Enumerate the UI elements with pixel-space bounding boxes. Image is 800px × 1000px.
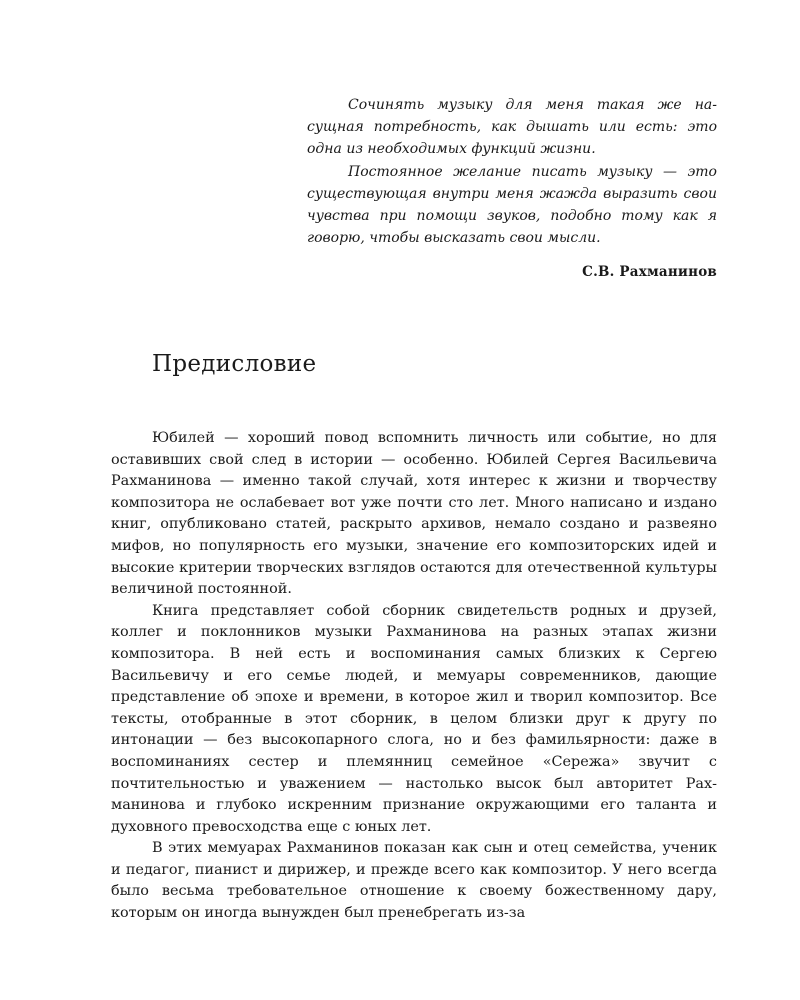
body-paragraph: Юбилей — хороший повод вспомнить личность или событие, но для оставивших свой след в истории — особенно. Юбилей Сергея Васильевича Рахманинова — именно такой случай, хотя интерес к жизни и творчеству композитора не ослабевает вот уже почти сто лет. Много написано и издано книг, опубликовано статей, раскрыто архивов, немало создано и развеяно мифов, но популярность его музыки, значение его композиторских идей и высокие критерии творческих взглядов остаются для отечественной культуры величиной постоянной. <box>111 430 717 598</box>
body-text <box>111 428 717 925</box>
section-title: Предисловие <box>152 351 317 377</box>
epigraph-author: С.В. Рахманинов <box>582 264 717 280</box>
body-paragraph: В этих мемуарах Рахманинов показан как сын и отец семейства, ученик и педагог, пианист и дирижер, и прежде всего как композитор. У него всегда было весьма требовательное отношение к своему божественному дару, которым он иногда вынужден был пренебрегать из-за <box>111 840 717 922</box>
epigraph <box>307 94 717 249</box>
epigraph-paragraph: Сочинять музыку для меня такая же насущная потребность, как дышать или есть: это одна из необходимых функций жизни. <box>307 97 717 158</box>
body-paragraph: Книга представляет собой сборник свидетельств родных и друзей, коллег и поклонников музыки Рахманинова на разных этапах жизни композитора. В ней есть и воспоминания самых близких к Сергею Васильевичу и его семье людей, и мемуары современников, дающие представление об эпохе и времени, в которое жил и творил композитор. Все тексты, отобранные в этот сборник, в целом близки друг к другу по интонации — без высокопарного слога, но и без фамильярности: даже в воспоминаниях сестер и племянниц семейное «Сережа» звучит с почтительностью и уважением — настолько высок был авторитет Рахманинова и глубоко искренним признание окружающими его таланта и духовного превосходства еще с юных лет. <box>111 602 717 835</box>
epigraph-paragraph: Постоянное желание писать музыку — это существующая внутри меня жажда выразить свои чувства при помощи звуков, подобно тому как я говорю, чтобы высказать свои мысли. <box>307 163 717 247</box>
